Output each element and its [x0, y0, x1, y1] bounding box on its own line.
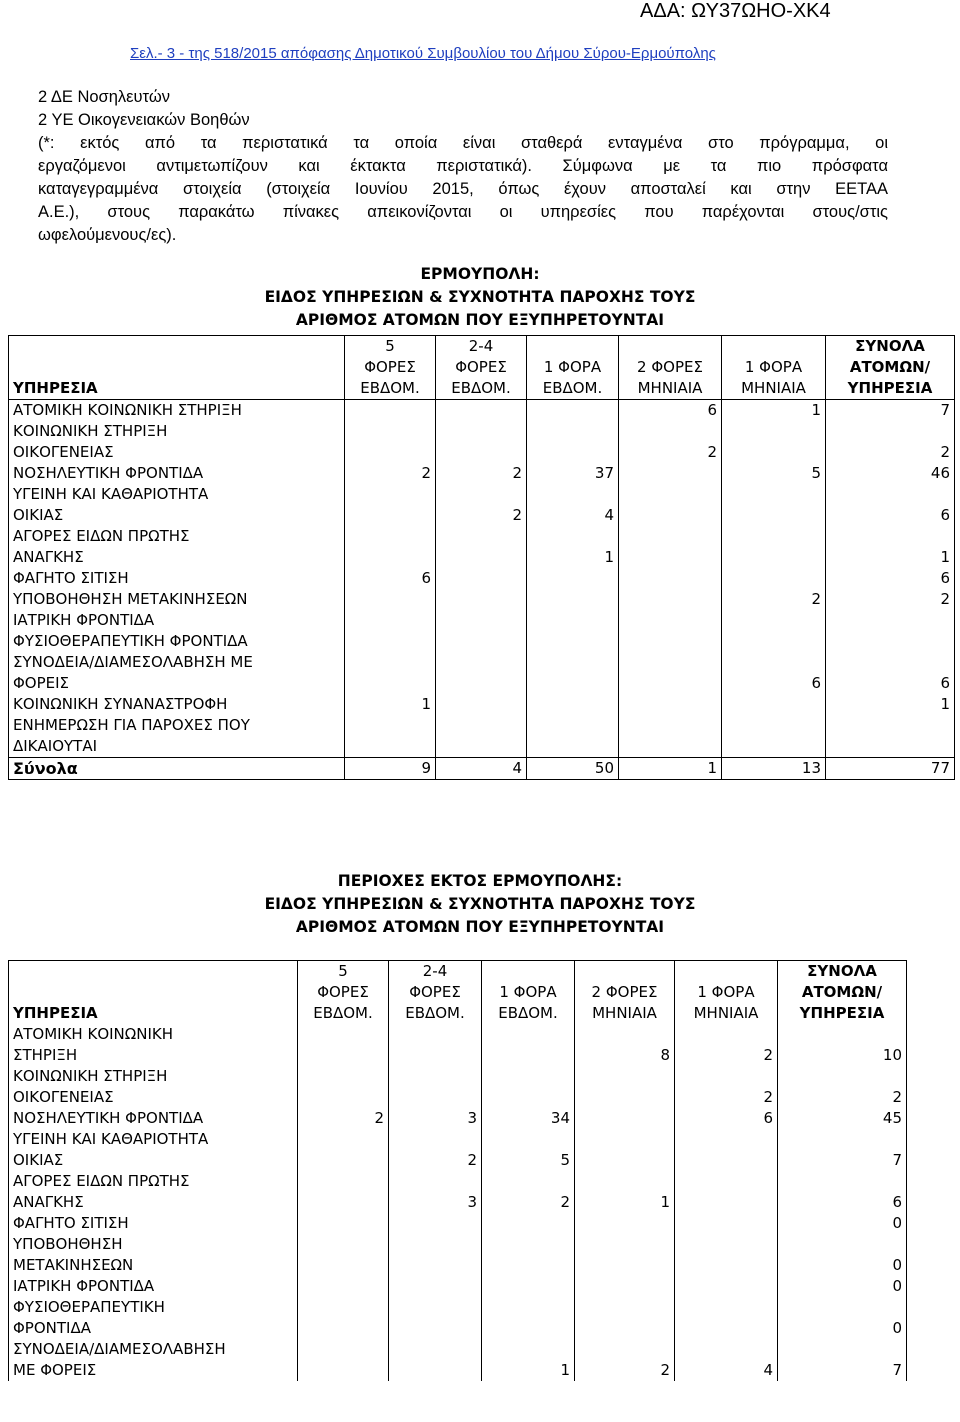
- count-cell: 3: [389, 1108, 482, 1129]
- count-cell: [436, 589, 527, 610]
- count-cell: [436, 652, 527, 694]
- count-cell: 1: [826, 526, 955, 568]
- count-cell: [826, 715, 955, 758]
- count-cell: [482, 1297, 575, 1339]
- count-cell: [722, 694, 826, 715]
- count-cell: 2: [826, 589, 955, 610]
- count-cell: [298, 1339, 389, 1381]
- count-cell: 2: [482, 1171, 575, 1213]
- count-cell: 1: [482, 1339, 575, 1381]
- count-cell: [527, 610, 619, 631]
- count-cell: [298, 1297, 389, 1339]
- count-cell: [619, 484, 722, 526]
- table-row: [9, 1234, 907, 1276]
- table1-title-line: ΕΙΔΟΣ ΥΠΗΡΕΣΙΩΝ & ΣΥΧΝΟΤΗΤΑ ΠΑΡΟΧΗΣ ΤΟΥΣ: [264, 288, 696, 306]
- column-header: 1 ΦΟΡΑ ΕΒΔΟΜ.: [482, 961, 575, 1025]
- count-cell: [436, 421, 527, 463]
- count-cell: 37: [527, 463, 619, 484]
- count-cell: 6: [619, 400, 722, 422]
- count-cell: [436, 715, 527, 758]
- count-cell: [722, 484, 826, 526]
- count-cell: 6: [778, 1171, 907, 1213]
- count-cell: [527, 694, 619, 715]
- table1-title: [0, 263, 960, 332]
- count-cell: 3: [389, 1171, 482, 1213]
- intro-line: (*: εκτός από τα περιστατικά τα οποία είναι σταθερά ενταγμένα στο πρόγραμμα, οι: [38, 134, 888, 152]
- count-cell: 0: [778, 1297, 907, 1339]
- count-cell: 8: [575, 1024, 675, 1066]
- count-cell: [298, 1024, 389, 1066]
- count-cell: [389, 1234, 482, 1276]
- count-cell: [389, 1024, 482, 1066]
- table-row: [9, 463, 955, 484]
- count-cell: [482, 1066, 575, 1108]
- services-table-ermoupoli: [8, 335, 955, 780]
- count-cell: 6: [826, 484, 955, 526]
- intro-line: 2 ΔΕ Νοσηλευτών: [38, 88, 170, 106]
- table-row: [9, 1213, 907, 1234]
- totals-row: [9, 758, 955, 780]
- count-cell: [389, 1276, 482, 1297]
- count-cell: [826, 631, 955, 652]
- count-cell: 4: [527, 484, 619, 526]
- count-cell: [675, 1297, 778, 1339]
- count-cell: [722, 526, 826, 568]
- column-header: ΣΥΝΟΛΑ ΑΤΟΜΩΝ/ ΥΠΗΡΕΣΙΑ: [826, 336, 955, 400]
- count-cell: [482, 1213, 575, 1234]
- service-name-cell: ΣΥΝΟΔΕΙΑ/ΔΙΑΜΕΣΟΛΑΒΗΣΗ ΜΕ ΦΟΡΕΙΣ: [9, 1339, 298, 1381]
- table-row: [9, 1339, 907, 1381]
- count-cell: [722, 568, 826, 589]
- service-name-cell: ΑΓΟΡΕΣ ΕΙΔΩΝ ΠΡΩΤΗΣ ΑΝΑΓΚΗΣ: [9, 526, 345, 568]
- total-cell: 13: [722, 758, 826, 780]
- count-cell: [345, 526, 436, 568]
- intro-text: [38, 86, 888, 247]
- table-row: [9, 652, 955, 694]
- count-cell: 4: [675, 1339, 778, 1381]
- table1-title-line: ΕΡΜΟΥΠΟΛΗ:: [420, 265, 540, 283]
- count-cell: 6: [826, 568, 955, 589]
- service-name-cell: ΙΑΤΡΙΚΗ ΦΡΟΝΤΙΔΑ: [9, 610, 345, 631]
- count-cell: [675, 1171, 778, 1213]
- count-cell: [389, 1339, 482, 1381]
- count-cell: 7: [778, 1129, 907, 1171]
- intro-line: εργαζόμενοι αντιμετωπίζουν και έκτακτα περιστατικά). Σύμφωνα με τα πιο πρόσφατα: [38, 157, 888, 175]
- service-name-cell: ΚΟΙΝΩΝΙΚΗ ΣΤΗΡΙΞΗ ΟΙΚΟΓΕΝΕΙΑΣ: [9, 1066, 298, 1108]
- count-cell: [527, 715, 619, 758]
- count-cell: 46: [826, 463, 955, 484]
- count-cell: 2: [298, 1108, 389, 1129]
- count-cell: 2: [389, 1129, 482, 1171]
- count-cell: [345, 652, 436, 694]
- total-cell: 4: [436, 758, 527, 780]
- table-row: [9, 631, 955, 652]
- table-row: [9, 1171, 907, 1213]
- service-name-cell: ΦΑΓΗΤΟ ΣΙΤΙΣΗ: [9, 568, 345, 589]
- intro-line: καταγεγραμμένα στοιχεία (στοιχεία Ιουνίου 2015, όπως έχουν αποσταλεί και στην ΕΕΤΑΑ: [38, 180, 888, 198]
- service-name-cell: ΑΓΟΡΕΣ ΕΙΔΩΝ ΠΡΩΤΗΣ ΑΝΑΓΚΗΣ: [9, 1171, 298, 1213]
- count-cell: 6: [675, 1108, 778, 1129]
- service-name-cell: ΥΓΕΙΝΗ ΚΑΙ ΚΑΘΑΡΙΟΤΗΤΑ ΟΙΚΙΑΣ: [9, 484, 345, 526]
- count-cell: 1: [575, 1171, 675, 1213]
- column-header: ΣΥΝΟΛΑ ΑΤΟΜΩΝ/ ΥΠΗΡΕΣΙΑ: [778, 961, 907, 1025]
- count-cell: [436, 694, 527, 715]
- count-cell: [722, 610, 826, 631]
- column-header: 2 ΦΟΡΕΣ ΜΗΝΙΑΙΑ: [619, 336, 722, 400]
- count-cell: [436, 526, 527, 568]
- column-header: 2-4 ΦΟΡΕΣ ΕΒΔΟΜ.: [436, 336, 527, 400]
- count-cell: 6: [722, 652, 826, 694]
- count-cell: 2: [575, 1339, 675, 1381]
- count-cell: 1: [527, 526, 619, 568]
- count-cell: [575, 1066, 675, 1108]
- count-cell: 2: [826, 421, 955, 463]
- count-cell: [575, 1108, 675, 1129]
- count-cell: 5: [722, 463, 826, 484]
- page-reference-link[interactable]: Σελ.- 3 - της 518/2015 απόφασης Δημοτικού Συμβουλίου του Δήμου Σύρου-Ερμούπολης: [130, 45, 716, 62]
- table-row: [9, 1024, 907, 1066]
- count-cell: [722, 421, 826, 463]
- count-cell: 7: [778, 1339, 907, 1381]
- count-cell: [527, 400, 619, 422]
- count-cell: [345, 715, 436, 758]
- count-cell: 2: [675, 1024, 778, 1066]
- count-cell: 2: [436, 484, 527, 526]
- count-cell: [619, 694, 722, 715]
- service-name-cell: ΑΤΟΜΙΚΗ ΚΟΙΝΩΝΙΚΗ ΣΤΗΡΙΞΗ: [9, 1024, 298, 1066]
- column-header: 1 ΦΟΡΑ ΕΒΔΟΜ.: [527, 336, 619, 400]
- service-name-cell: ΥΓΕΙΝΗ ΚΑΙ ΚΑΘΑΡΙΟΤΗΤΑ ΟΙΚΙΑΣ: [9, 1129, 298, 1171]
- service-name-cell: ΚΟΙΝΩΝΙΚΗ ΣΤΗΡΙΞΗ ΟΙΚΟΓΕΝΕΙΑΣ: [9, 421, 345, 463]
- table-row: [9, 526, 955, 568]
- count-cell: 0: [778, 1276, 907, 1297]
- count-cell: [619, 715, 722, 758]
- service-name-cell: ΕΝΗΜΕΡΩΣΗ ΓΙΑ ΠΑΡΟΧΕΣ ΠΟΥ ΔΙΚΑΙΟΥΤΑΙ: [9, 715, 345, 758]
- count-cell: [345, 400, 436, 422]
- count-cell: [575, 1234, 675, 1276]
- count-cell: [436, 610, 527, 631]
- service-name-cell: ΥΠΟΒΟΗΘΗΣΗ ΜΕΤΑΚΙΝΗΣΕΩΝ: [9, 589, 345, 610]
- service-name-cell: ΚΟΙΝΩΝΙΚΗ ΣΥΝΑΝΑΣΤΡΟΦΗ: [9, 694, 345, 715]
- count-cell: [575, 1129, 675, 1171]
- service-name-cell: ΝΟΣΗΛΕΥΤΙΚΗ ΦΡΟΝΤΙΔΑ: [9, 463, 345, 484]
- count-cell: [675, 1234, 778, 1276]
- count-cell: [575, 1297, 675, 1339]
- header-row: [9, 336, 955, 400]
- count-cell: [575, 1276, 675, 1297]
- count-cell: [389, 1066, 482, 1108]
- count-cell: [619, 589, 722, 610]
- count-cell: [298, 1213, 389, 1234]
- services-table-outside-ermoupoli: [8, 960, 907, 1381]
- service-name-cell: ΦΥΣΙΟΘΕΡΑΠΕΥΤΙΚΗ ΦΡΟΝΤΙΔΑ: [9, 1297, 298, 1339]
- column-header: 2-4 ΦΟΡΕΣ ΕΒΔΟΜ.: [389, 961, 482, 1025]
- count-cell: 2: [619, 421, 722, 463]
- table-row: [9, 610, 955, 631]
- count-cell: [619, 631, 722, 652]
- service-name-cell: ΦΥΣΙΟΘΕΡΑΠΕΥΤΙΚΗ ΦΡΟΝΤΙΔΑ: [9, 631, 345, 652]
- count-cell: [436, 631, 527, 652]
- count-cell: [345, 610, 436, 631]
- count-cell: [527, 652, 619, 694]
- header-row: [9, 961, 907, 1025]
- column-header: 1 ΦΟΡΑ ΜΗΝΙΑΙΑ: [675, 961, 778, 1025]
- service-name-cell: ΑΤΟΜΙΚΗ ΚΟΙΝΩΝΙΚΗ ΣΤΗΡΙΞΗ: [9, 400, 345, 422]
- count-cell: [298, 1129, 389, 1171]
- count-cell: [298, 1234, 389, 1276]
- totals-label: Σύνολα: [9, 758, 345, 780]
- table-row: [9, 589, 955, 610]
- count-cell: [675, 1129, 778, 1171]
- count-cell: [436, 400, 527, 422]
- table1-title-line: ΑΡΙΘΜΟΣ ΑΤΟΜΩΝ ΠΟΥ ΕΞΥΠΗΡΕΤΟΥΝΤΑΙ: [295, 311, 665, 329]
- count-cell: 10: [778, 1024, 907, 1066]
- count-cell: 2: [436, 463, 527, 484]
- table-row: [9, 694, 955, 715]
- count-cell: [527, 421, 619, 463]
- count-cell: 34: [482, 1108, 575, 1129]
- column-header: 5 ΦΟΡΕΣ ΕΒΔΟΜ.: [298, 961, 389, 1025]
- service-name-cell: ΝΟΣΗΛΕΥΤΙΚΗ ΦΡΟΝΤΙΔΑ: [9, 1108, 298, 1129]
- ada-code: ΑΔΑ: ΩΥ37ΩΗΟ-ΧΚ4: [640, 0, 831, 22]
- count-cell: [298, 1066, 389, 1108]
- table-row: [9, 1108, 907, 1129]
- intro-line: Α.Ε.), στους παρακάτω πίνακες απεικονίζονται οι υπηρεσίες που παρέχονται στους/στις: [38, 203, 888, 221]
- count-cell: 5: [482, 1129, 575, 1171]
- count-cell: [675, 1276, 778, 1297]
- count-cell: [482, 1234, 575, 1276]
- table2-title-line: ΕΙΔΟΣ ΥΠΗΡΕΣΙΩΝ & ΣΥΧΝΟΤΗΤΑ ΠΑΡΟΧΗΣ ΤΟΥΣ: [264, 895, 696, 913]
- count-cell: [527, 631, 619, 652]
- count-cell: [575, 1213, 675, 1234]
- count-cell: 45: [778, 1108, 907, 1129]
- count-cell: [345, 484, 436, 526]
- count-cell: 2: [675, 1066, 778, 1108]
- table-row: [9, 1066, 907, 1108]
- column-header: 2 ΦΟΡΕΣ ΜΗΝΙΑΙΑ: [575, 961, 675, 1025]
- count-cell: 2: [345, 463, 436, 484]
- service-name-cell: ΥΠΟΒΟΗΘΗΣΗ ΜΕΤΑΚΙΝΗΣΕΩΝ: [9, 1234, 298, 1276]
- intro-line: 2 ΥΕ Οικογενειακών Βοηθών: [38, 111, 250, 129]
- table2-title: [0, 870, 960, 939]
- count-cell: [826, 610, 955, 631]
- column-header-service: ΥΠΗΡΕΣΙΑ: [9, 961, 298, 1025]
- count-cell: [345, 589, 436, 610]
- service-name-cell: ΙΑΤΡΙΚΗ ΦΡΟΝΤΙΔΑ: [9, 1276, 298, 1297]
- total-cell: 50: [527, 758, 619, 780]
- count-cell: 6: [826, 652, 955, 694]
- total-cell: 9: [345, 758, 436, 780]
- intro-line: ωφελούμενους/ες).: [38, 226, 177, 244]
- table-row: [9, 421, 955, 463]
- count-cell: [345, 631, 436, 652]
- count-cell: [298, 1171, 389, 1213]
- count-cell: [389, 1297, 482, 1339]
- table-row: [9, 1129, 907, 1171]
- table-row: [9, 484, 955, 526]
- count-cell: 2: [722, 589, 826, 610]
- count-cell: [345, 421, 436, 463]
- table-row: [9, 568, 955, 589]
- service-name-cell: ΦΑΓΗΤΟ ΣΙΤΙΣΗ: [9, 1213, 298, 1234]
- count-cell: [436, 568, 527, 589]
- count-cell: [619, 610, 722, 631]
- column-header: 5 ΦΟΡΕΣ ΕΒΔΟΜ.: [345, 336, 436, 400]
- table2-title-line: ΠΕΡΙΟΧΕΣ ΕΚΤΟΣ ΕΡΜΟΥΠΟΛΗΣ:: [337, 872, 623, 890]
- count-cell: 0: [778, 1213, 907, 1234]
- table2-title-line: ΑΡΙΘΜΟΣ ΑΤΟΜΩΝ ΠΟΥ ΕΞΥΠΗΡΕΤΟΥΝΤΑΙ: [295, 918, 665, 936]
- count-cell: [619, 526, 722, 568]
- count-cell: 7: [826, 400, 955, 422]
- count-cell: [527, 568, 619, 589]
- count-cell: 6: [345, 568, 436, 589]
- count-cell: 1: [826, 694, 955, 715]
- count-cell: [675, 1213, 778, 1234]
- table-row: [9, 1297, 907, 1339]
- table-row: [9, 400, 955, 422]
- count-cell: [482, 1276, 575, 1297]
- count-cell: [298, 1276, 389, 1297]
- table-row: [9, 715, 955, 758]
- count-cell: [722, 715, 826, 758]
- total-cell: 1: [619, 758, 722, 780]
- count-cell: 2: [778, 1066, 907, 1108]
- service-name-cell: ΣΥΝΟΔΕΙΑ/ΔΙΑΜΕΣΟΛΑΒΗΣΗ ΜΕ ΦΟΡΕΙΣ: [9, 652, 345, 694]
- count-cell: 0: [778, 1234, 907, 1276]
- count-cell: [389, 1213, 482, 1234]
- table-row: [9, 1276, 907, 1297]
- count-cell: [619, 463, 722, 484]
- column-header-service: ΥΠΗΡΕΣΙΑ: [9, 336, 345, 400]
- total-cell: 77: [826, 758, 955, 780]
- count-cell: [619, 652, 722, 694]
- column-header: 1 ΦΟΡΑ ΜΗΝΙΑΙΑ: [722, 336, 826, 400]
- count-cell: [619, 568, 722, 589]
- count-cell: [527, 589, 619, 610]
- count-cell: [722, 631, 826, 652]
- count-cell: 1: [722, 400, 826, 422]
- count-cell: [482, 1024, 575, 1066]
- count-cell: 1: [345, 694, 436, 715]
